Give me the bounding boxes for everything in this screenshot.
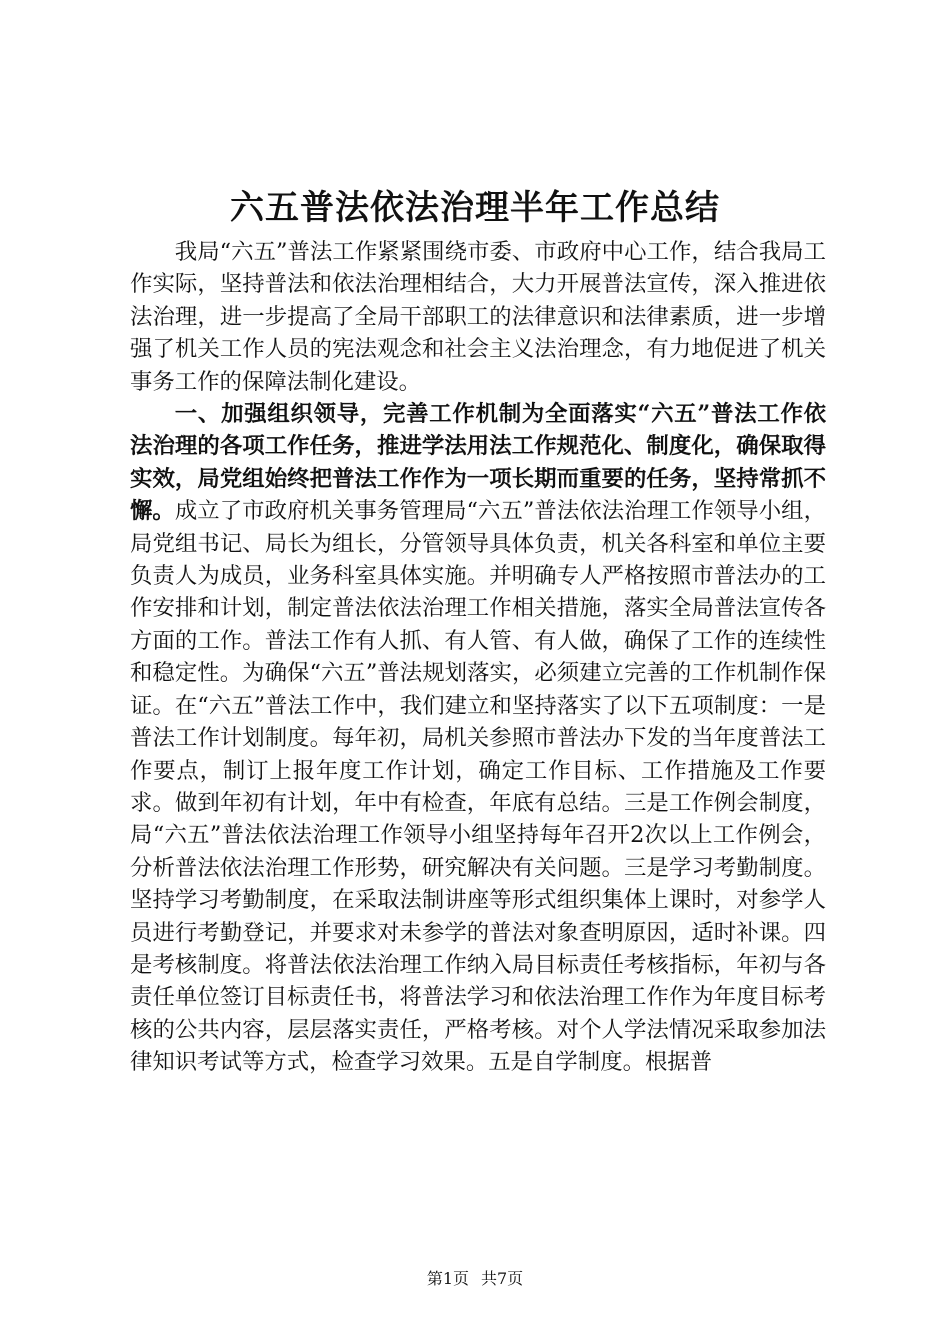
section-one-heading: 一、加强组织领导，完善工作机制为全面落实“六五”普法工作依法治理的各项工作任务，推进学法用法工作规范化、制度化，确保取得实效，局党组始终把普法工作作为一项长期而重要的任务，坚持常抓不懈。 — [130, 401, 826, 525]
page-number: 第1页 — [426, 1269, 469, 1288]
section-one-paragraph — [130, 398, 826, 1079]
section-one-text: 成立了市政府机关事务管理局“六五”普法依法治理工作领导小组，局党组书记、局长为组长，分管领导具体负责，机关各科室和单位主要负责人为成员，业务科室具体实施。并明确专人严格按照市普法办的工作安排和计划，制定普法依法治理工作相关措施，落实全局普法宣传各方面的工作。普法工作有人抓、有人管、有人做，确保了工作的连续性和稳定性。为确保“六五”普法规划落实，必须建立完善的工作机制作保证。在“六五”普法工作中，我们建立和坚持落实了以下五项制度：一是普法工作计划制度。每年初，局机关参照市普法办下发的当年度普法工作要点，制订上报年度工作计划，确定工作目标、工作措施及工作要求。做到年初有计划，年中有检查，年底有总结。三是工作例会制度，局“六五”普法依法治理工作领导小组坚持每年召开2次以上工作例会，分析普法依法治理工作形势，研究解决有关问题。三是学习考勤制度。坚持学习考勤制度，在采取法制讲座等形式组织集体上课时，对参学人员进行考勤登记，并要求对未参学的普法对象查明原因，适时补课。四是考核制度。将普法依法治理工作纳入局目标责任考核指标，年初与各责任单位签订目标责任书，将普法学习和依法治理工作作为年度目标考核的公共内容，层层落实责任，严格考核。对个人学法情况采取参加法律知识考试等方式，检查学习效果。五是自学制度。根据普 — [130, 498, 826, 1076]
intro-paragraph: 我局“六五”普法工作紧紧围绕市委、市政府中心工作，结合我局工作实际，坚持普法和依法治理相结合，大力开展普法宣传，深入推进依法治理，进一步提高了全局干部职工的法律意识和法律素质，进一步增强了机关工作人员的宪法观念和社会主义法治理念，有力地促进了机关事务工作的保障法制化建设。 — [130, 239, 826, 395]
document-body — [130, 236, 826, 1079]
document-title: 六五普法依法治理半年工作总结 — [230, 188, 720, 228]
page-footer — [0, 1268, 950, 1290]
page-total: 共7页 — [481, 1269, 524, 1288]
